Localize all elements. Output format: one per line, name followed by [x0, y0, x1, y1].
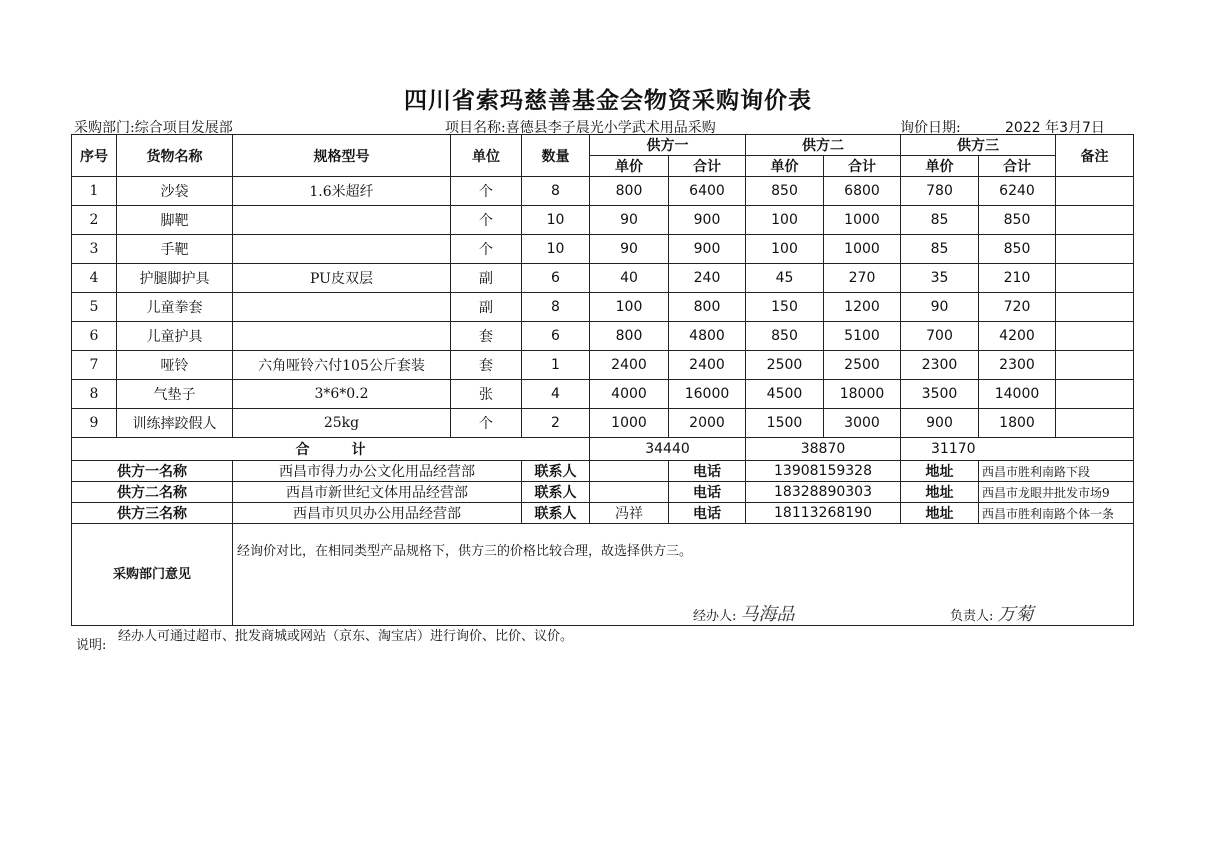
- row-remark: [1056, 206, 1134, 235]
- phone-label: 电话: [669, 482, 746, 503]
- total-supplier3: 31170: [901, 438, 1134, 461]
- contact-label: 联系人: [522, 461, 590, 482]
- table-row: [72, 351, 1134, 380]
- row-s3-price: 35: [901, 264, 979, 293]
- row-s1-price: 1000: [590, 409, 669, 438]
- row-s2-price: 4500: [746, 380, 824, 409]
- address-value: 西昌市胜利南路个体一条: [979, 503, 1134, 524]
- row-s3-total: 850: [979, 206, 1056, 235]
- row-qty: 8: [522, 177, 590, 206]
- row-spec: PU皮双层: [233, 264, 451, 293]
- header-supplier3: 供方三: [901, 135, 1056, 156]
- row-unit: 个: [451, 409, 522, 438]
- row-s2-total: 2500: [824, 351, 901, 380]
- row-name: 训练摔跤假人: [117, 409, 233, 438]
- inquiry-date-label: 询价日期:: [900, 120, 961, 136]
- header-unit: 单位: [451, 135, 522, 177]
- row-s2-total: 18000: [824, 380, 901, 409]
- row-s2-price: 2500: [746, 351, 824, 380]
- row-s3-total: 6240: [979, 177, 1056, 206]
- row-seq: 5: [72, 293, 117, 322]
- total-supplier2: 38870: [746, 438, 901, 461]
- row-seq: 8: [72, 380, 117, 409]
- manager-label: 负责人:: [950, 609, 994, 624]
- opinion-cell: [233, 524, 1134, 626]
- table-row: [72, 264, 1134, 293]
- row-spec: [233, 322, 451, 351]
- contact-label: 联系人: [522, 503, 590, 524]
- row-s1-total: 6400: [669, 177, 746, 206]
- row-unit: 个: [451, 177, 522, 206]
- row-s1-price: 40: [590, 264, 669, 293]
- row-s1-total: 900: [669, 235, 746, 264]
- row-name: 沙袋: [117, 177, 233, 206]
- row-s1-price: 100: [590, 293, 669, 322]
- row-s3-total: 14000: [979, 380, 1056, 409]
- row-s2-price: 45: [746, 264, 824, 293]
- row-s1-price: 90: [590, 235, 669, 264]
- row-qty: 2: [522, 409, 590, 438]
- row-spec: [233, 206, 451, 235]
- row-seq: 2: [72, 206, 117, 235]
- address-value: 西昌市龙眼井批发市场9: [979, 482, 1134, 503]
- row-seq: 4: [72, 264, 117, 293]
- phone-value: 18328890303: [746, 482, 901, 503]
- row-s1-total: 2000: [669, 409, 746, 438]
- dept-value: 综合项目发展部: [134, 120, 233, 136]
- row-unit: 副: [451, 293, 522, 322]
- row-unit: 套: [451, 351, 522, 380]
- row-s2-total: 1000: [824, 235, 901, 264]
- row-name: 脚靶: [117, 206, 233, 235]
- supplier-row: [72, 503, 1134, 524]
- row-seq: 1: [72, 177, 117, 206]
- supplier-row: [72, 482, 1134, 503]
- table-row: [72, 293, 1134, 322]
- row-s2-total: 5100: [824, 322, 901, 351]
- inquiry-date-value: 2022 年3月7日: [1005, 120, 1105, 136]
- table-row: [72, 380, 1134, 409]
- contact-value: [590, 482, 669, 503]
- row-name: 儿童拳套: [117, 293, 233, 322]
- address-label: 地址: [901, 482, 979, 503]
- handler-sig: 马海品: [740, 604, 795, 625]
- row-qty: 10: [522, 235, 590, 264]
- table-row: [72, 177, 1134, 206]
- row-s3-total: 210: [979, 264, 1056, 293]
- contact-value: 冯祥: [590, 503, 669, 524]
- handler-label: 经办人:: [693, 609, 737, 624]
- handler-signature: [693, 600, 795, 626]
- row-s1-total: 240: [669, 264, 746, 293]
- row-s1-total: 800: [669, 293, 746, 322]
- row-s2-total: 3000: [824, 409, 901, 438]
- row-qty: 6: [522, 264, 590, 293]
- row-s3-price: 85: [901, 206, 979, 235]
- table-row: [72, 206, 1134, 235]
- row-s2-price: 1500: [746, 409, 824, 438]
- row-remark: [1056, 322, 1134, 351]
- project-value: 喜德县李子晨光小学武术用品采购: [505, 120, 716, 136]
- manager-sig: 万菊: [997, 604, 1034, 625]
- inquiry-table: [71, 134, 1134, 626]
- header-name: 货物名称: [117, 135, 233, 177]
- row-s1-total: 4800: [669, 322, 746, 351]
- row-qty: 6: [522, 322, 590, 351]
- row-s2-price: 100: [746, 235, 824, 264]
- row-unit: 个: [451, 235, 522, 264]
- row-s3-price: 2300: [901, 351, 979, 380]
- contact-label: 联系人: [522, 482, 590, 503]
- row-remark: [1056, 235, 1134, 264]
- row-spec: [233, 293, 451, 322]
- note-text: 经办人可通过超市、批发商城或网站（京东、淘宝店）进行询价、比价、议价。: [118, 629, 574, 644]
- opinion-text: 经询价对比，在相同类型产品规格下，供方三的价格比较合理，故选择供方三。: [237, 544, 693, 559]
- row-name: 哑铃: [117, 351, 233, 380]
- header-s3-price: 单价: [901, 156, 979, 177]
- row-unit: 个: [451, 206, 522, 235]
- row-s3-price: 900: [901, 409, 979, 438]
- row-unit: 套: [451, 322, 522, 351]
- row-s2-total: 1200: [824, 293, 901, 322]
- row-s2-price: 850: [746, 177, 824, 206]
- address-value: 西昌市胜利南路下段: [979, 461, 1134, 482]
- contact-value: [590, 461, 669, 482]
- header-supplier2: 供方二: [746, 135, 901, 156]
- row-name: 气垫子: [117, 380, 233, 409]
- row-s2-total: 270: [824, 264, 901, 293]
- header-seq: 序号: [72, 135, 117, 177]
- row-s2-price: 150: [746, 293, 824, 322]
- header-s3-total: 合计: [979, 156, 1056, 177]
- row-s3-total: 720: [979, 293, 1056, 322]
- header-remark: 备注: [1056, 135, 1134, 177]
- supplier-label: 供方三名称: [72, 503, 233, 524]
- header-row: [72, 135, 1134, 156]
- row-s1-price: 800: [590, 322, 669, 351]
- row-remark: [1056, 177, 1134, 206]
- row-spec: 3*6*0.2: [233, 380, 451, 409]
- row-s1-price: 2400: [590, 351, 669, 380]
- supplier-label: 供方一名称: [72, 461, 233, 482]
- row-remark: [1056, 264, 1134, 293]
- row-qty: 10: [522, 206, 590, 235]
- table-row: [72, 235, 1134, 264]
- row-s3-price: 780: [901, 177, 979, 206]
- row-spec: 1.6米超纤: [233, 177, 451, 206]
- row-name: 护腿脚护具: [117, 264, 233, 293]
- row-s1-total: 2400: [669, 351, 746, 380]
- total-label: 合 计: [72, 438, 590, 461]
- row-remark: [1056, 409, 1134, 438]
- row-seq: 3: [72, 235, 117, 264]
- row-s2-price: 850: [746, 322, 824, 351]
- row-seq: 6: [72, 322, 117, 351]
- phone-value: 18113268190: [746, 503, 901, 524]
- table-row: [72, 409, 1134, 438]
- row-s3-total: 4200: [979, 322, 1056, 351]
- total-supplier1: 34440: [590, 438, 746, 461]
- row-seq: 9: [72, 409, 117, 438]
- header-spec: 规格型号: [233, 135, 451, 177]
- phone-label: 电话: [669, 503, 746, 524]
- row-s3-total: 2300: [979, 351, 1056, 380]
- row-unit: 副: [451, 264, 522, 293]
- opinion-row: [72, 524, 1134, 626]
- row-spec: 25kg: [233, 409, 451, 438]
- row-s1-price: 90: [590, 206, 669, 235]
- row-s3-price: 3500: [901, 380, 979, 409]
- supplier-label: 供方二名称: [72, 482, 233, 503]
- header-s2-total: 合计: [824, 156, 901, 177]
- row-s3-price: 85: [901, 235, 979, 264]
- row-s2-total: 6800: [824, 177, 901, 206]
- supplier-name: 西昌市得力办公文化用品经营部: [233, 461, 522, 482]
- header-supplier1: 供方一: [590, 135, 746, 156]
- row-s1-price: 4000: [590, 380, 669, 409]
- supplier-name: 西昌市贝贝办公用品经营部: [233, 503, 522, 524]
- phone-label: 电话: [669, 461, 746, 482]
- manager-signature: [950, 600, 1034, 626]
- row-spec: 六角哑铃六付105公斤套装: [233, 351, 451, 380]
- dept-label: 采购部门:: [74, 120, 135, 136]
- row-remark: [1056, 380, 1134, 409]
- address-label: 地址: [901, 503, 979, 524]
- row-s2-price: 100: [746, 206, 824, 235]
- total-row: [72, 438, 1134, 461]
- row-name: 手靶: [117, 235, 233, 264]
- row-qty: 1: [522, 351, 590, 380]
- row-s3-price: 700: [901, 322, 979, 351]
- opinion-label: 采购部门意见: [72, 524, 233, 626]
- row-seq: 7: [72, 351, 117, 380]
- row-qty: 8: [522, 293, 590, 322]
- row-s3-total: 850: [979, 235, 1056, 264]
- row-s1-total: 900: [669, 206, 746, 235]
- table-row: [72, 322, 1134, 351]
- document-title: 四川省索玛慈善基金会物资采购询价表: [404, 88, 812, 114]
- header-s1-price: 单价: [590, 156, 669, 177]
- row-s3-total: 1800: [979, 409, 1056, 438]
- supplier-row: [72, 461, 1134, 482]
- header-s2-price: 单价: [746, 156, 824, 177]
- supplier-name: 西昌市新世纪文体用品经营部: [233, 482, 522, 503]
- phone-value: 13908159328: [746, 461, 901, 482]
- address-label: 地址: [901, 461, 979, 482]
- row-remark: [1056, 351, 1134, 380]
- header-qty: 数量: [522, 135, 590, 177]
- row-s1-price: 800: [590, 177, 669, 206]
- row-name: 儿童护具: [117, 322, 233, 351]
- row-unit: 张: [451, 380, 522, 409]
- row-qty: 4: [522, 380, 590, 409]
- header-s1-total: 合计: [669, 156, 746, 177]
- row-s2-total: 1000: [824, 206, 901, 235]
- row-remark: [1056, 293, 1134, 322]
- row-s1-total: 16000: [669, 380, 746, 409]
- row-spec: [233, 235, 451, 264]
- note-label: 说明:: [76, 638, 107, 653]
- row-s3-price: 90: [901, 293, 979, 322]
- project-label: 项目名称:: [445, 120, 506, 136]
